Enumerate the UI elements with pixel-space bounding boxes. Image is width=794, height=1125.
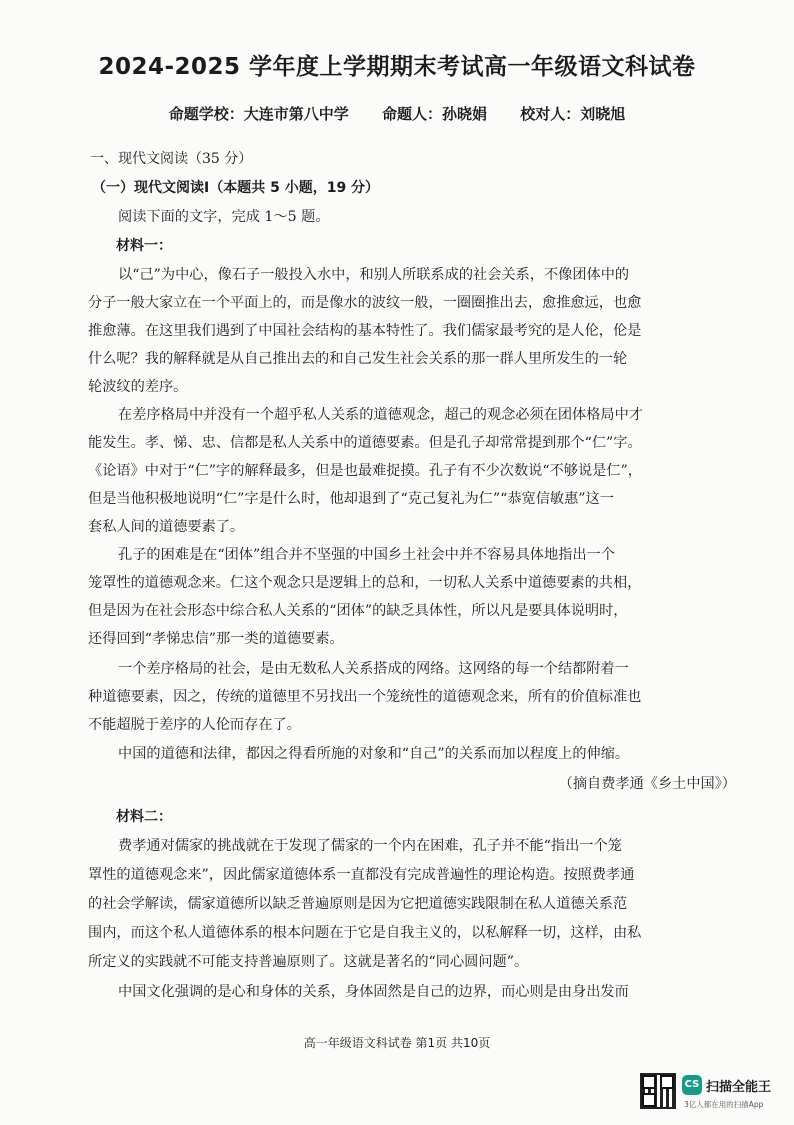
material-1-line: 《论语》中对于“仁”字的解释最多，但是也最难捉摸。孔子有不少次数说“不够说是仁”， <box>88 463 642 479</box>
instruction-text: 阅读下面的文字，完成 1～5 题。 <box>118 209 330 225</box>
material-1-line: 分子一般大家立在一个平面上的，而是像水的波纹一般，一圈圈推出去，愈推愈远，也愈 <box>88 295 642 311</box>
section-heading: 一、现代文阅读（35 分） <box>90 151 253 167</box>
material-2-line: 的社会学解读，儒家道德所以缺乏普遍原则是因为它把道德实践限制在私人道德关系范 <box>88 896 628 912</box>
material-1-line: 套私人间的道德要素了。 <box>88 519 245 535</box>
material-1-line: 但是当他积极地说明“仁”字是什么时，他却退到了“克己复礼为仁”“恭宽信敏惠”这一 <box>88 491 614 507</box>
page-footer: 高一年级语文科试卷 第1页 共10页 <box>303 1036 491 1050</box>
material-1-line: 但是因为在社会形态中综合私人关系的“团体”的缺乏具体性，所以凡是要具体说明时， <box>88 603 628 619</box>
material-1-line: 还得回到“孝悌忠信”那一类的道德要素。 <box>88 631 344 647</box>
material-1-line: 以“己”为中心，像石子一般投入水中，和别人所联系成的社会关系，不像团体中的 <box>118 267 630 283</box>
material-2-line: 围内，而这个私人道德体系的根本问题在于它是自我主义的，以私解释一切，这样，由私 <box>88 925 642 941</box>
material-1-line: 推愈薄。在这里我们遇到了中国社会结构的基本特性了。我们儒家最考究的是人伦，伦是 <box>88 323 642 339</box>
camscanner-name: 扫描全能王 <box>706 1080 772 1095</box>
byline-author: 命题人：孙晓娟 <box>381 105 487 123</box>
material-1-line: 不能超脱于差序的人伦而存在了。 <box>88 717 301 733</box>
material-1-line: 孔子的困难是在“团体”组合并不坚强的中国乡土社会中并不容易具体地指出一个 <box>118 547 615 563</box>
material-1-line: 笼罩性的道德观念来。仁这个观念只是逻辑上的总和，一切私人关系中道德要素的共相， <box>88 575 642 591</box>
camscanner-logo-icon: CS <box>682 1075 702 1095</box>
material-1-line: 什么呢？我的解释就是从自己推出去的和自己发生社会关系的那一群人里所发生的一轮 <box>88 351 628 367</box>
byline-reviewer: 校对人：刘晓旭 <box>520 105 626 123</box>
byline-school: 命题学校：大连市第八中学 <box>168 105 349 123</box>
material-2-line: 中国文化强调的是心和身体的关系，身体固然是自己的边界，而心则是由身出发而 <box>118 984 629 1000</box>
material-1-line: 一个差序格局的社会，是由无数私人关系搭成的网络。这网络的每一个结都附着一 <box>118 661 629 677</box>
material-1-line: 能发生。孝、悌、忠、信都是私人关系中的道德要素。但是孔子却常常提到那个“仁”字。 <box>88 435 642 451</box>
camscanner-tagline: 3亿人都在用的扫描App <box>684 1100 764 1109</box>
material-2-line: 费孝通对儒家的挑战就在于发现了儒家的一个内在困难，孔子并不能“指出一个笼 <box>118 838 622 854</box>
material-1-line: 在差序格局中并没有一个超乎私人关系的道德观念，超己的观念必须在团体格局中才 <box>118 407 643 423</box>
material-2-line: 罩性的道德观念来”，因此儒家道德体系一直都没有完成普遍性的理论构造。按照费孝通 <box>88 867 635 883</box>
material-2-label: 材料二： <box>116 809 172 825</box>
material-1-line: 轮波纹的差序。 <box>88 379 188 395</box>
exam-title: 2024-2025 学年度上学期期末考试高一年级语文科试卷 <box>98 54 696 80</box>
material-1-source: （摘自费孝通《乡土中国》） <box>558 776 736 792</box>
section-subheading: （一）现代文阅读Ⅰ（本题共 5 小题，19 分） <box>92 180 380 196</box>
exam-byline <box>0 103 794 124</box>
material-1-line: 种道德要素，因之，传统的道德里不另找出一个笼统性的道德观念来，所有的价值标准也 <box>88 689 642 705</box>
material-2-line: 所定义的实践就不可能支持普遍原则了。这就是著名的“同心圆问题”。 <box>88 954 529 970</box>
material-1-line: 中国的道德和法律，都因之得看所施的对象和“自己”的关系而加以程度上的伸缩。 <box>118 746 630 762</box>
material-1-label: 材料一： <box>116 238 172 254</box>
qr-code-icon <box>640 1073 676 1109</box>
